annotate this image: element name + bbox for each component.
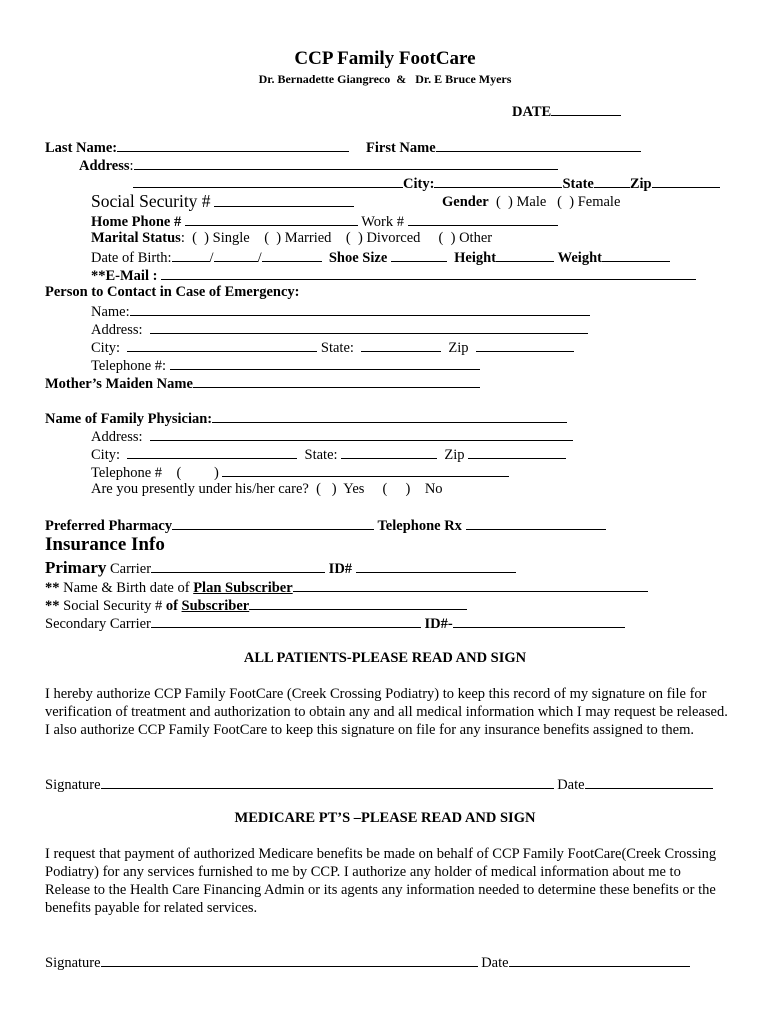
physician-telephone-label: Telephone # ( ) [91,465,219,481]
secondary-carrier-field[interactable] [151,613,421,628]
gender-male-option[interactable]: ( ) Male [495,194,547,210]
height-label: Height [454,250,497,266]
physician-address-field[interactable] [150,426,573,441]
date-row [512,101,621,121]
height-field[interactable] [496,247,554,262]
medicare-text: I request that payment of authorized Medicare benefits be made on behalf of CCP Family FootCare(Creek Crossing Podiatry) for any services furnished to me by CCP. I authorize any holder of medical information about me to Release to the Health Care Financing Admin or its agents any information needed to determine these benefits or the benefits payable for related services. [45,846,717,916]
maiden-name-row [45,373,480,393]
home-phone-field[interactable] [185,211,358,226]
plan-subscriber-label: Plan Subscriber [193,580,293,596]
shoe-size-label: Shoe Size [328,250,388,266]
emergency-state-label: State: [320,340,354,356]
city-label: City [403,176,430,192]
physician-address-row [91,426,573,446]
signature-row-1 [45,774,713,794]
marital-divorced-option[interactable]: ( ) Divorced [345,230,421,246]
address-field[interactable] [134,155,558,170]
dob-day-field[interactable] [214,247,258,262]
authorization-text: I hereby authorize CCP Family FootCare (Creek Crossing Podiatry) to keep this record of my signature on file for verification of treatment and authorization to obtain any and all medical information which I may request be released. I also authorize CCP Family FootCare to keep this signature on file for any insurance benefits assigned to them. [45,686,728,738]
email-label: **E-Mail : [91,268,158,284]
secondary-carrier-label: Secondary Carrier [45,616,151,632]
marital-row: Marital Status: ( ) Single ( ) Married ( ) Divorced ( ) Other [91,230,493,246]
physician-care-row [91,480,443,498]
primary-carrier-field[interactable] [151,558,325,573]
date-label-2: Date [481,955,509,971]
emergency-name-label: Name: [91,304,130,320]
signature-label-1: Signature [45,777,101,793]
emergency-telephone-field[interactable] [170,355,480,370]
dob-year-field[interactable] [262,247,322,262]
physician-care-question: Are you presently under his/her care? [91,481,309,497]
last-name-label: Last Name: [45,140,118,156]
emergency-city-row [91,337,574,357]
first-name-label: First Name [366,140,436,156]
physician-telephone-field[interactable] [222,462,509,477]
secondary-carrier-row [45,613,625,633]
ssn-label: Social Security # [91,191,211,211]
maiden-name-label: Mother’s Maiden Name [45,376,193,392]
weight-label: Weight [557,250,602,266]
care-no-option[interactable]: ( ) No [382,481,443,497]
marital-other-option[interactable]: ( ) Other [438,230,493,246]
insurance-heading: Insurance Info [45,534,165,555]
date-label-1: Date [557,777,585,793]
address-line2-field[interactable] [133,173,403,188]
home-phone-label: Home Phone # [91,214,182,230]
email-row [91,265,696,285]
date-field-1[interactable] [585,774,713,789]
emergency-address-label: Address: [91,322,143,338]
emergency-state-field[interactable] [361,337,441,352]
gender-row [442,193,620,211]
maiden-name-field[interactable] [193,373,480,388]
form-title: CCP Family FootCare [294,48,476,69]
physician-state-label: State: [304,447,338,463]
emergency-city-field[interactable] [127,337,317,352]
physician-address-label: Address: [91,429,143,445]
emergency-name-row [91,301,590,321]
gender-label: Gender [442,194,489,210]
subscriber-ssn-row [45,595,467,615]
plan-subscriber-field[interactable] [293,577,648,592]
address-row: Address: [79,155,558,175]
emergency-city-label: City: [91,340,121,356]
subscriber-ssn-field[interactable] [249,595,467,610]
zip-field[interactable] [652,173,720,188]
marital-married-option[interactable]: ( ) Married [264,230,332,246]
of-label: of [165,598,178,614]
physician-zip-field[interactable] [468,444,566,459]
emergency-zip-label: Zip [448,340,469,356]
state-field[interactable] [594,173,630,188]
last-name-row [45,137,349,157]
physician-telephone-row [91,462,509,482]
date-field[interactable] [551,101,621,116]
date-label: DATE [512,104,552,120]
dob-month-field[interactable] [172,247,210,262]
doctor-names: Dr. Bernadette Giangreco & Dr. E Bruce Myers [258,72,512,86]
pharmacy-label: Preferred Pharmacy [45,518,173,534]
stars-marker: ** [45,580,60,596]
pharmacy-telephone-label: Telephone Rx [377,518,462,534]
date-field-2[interactable] [509,952,690,967]
phone-row [91,211,558,231]
physician-city-field[interactable] [127,444,297,459]
city-field[interactable] [434,173,562,188]
physician-zip-label: Zip [444,447,465,463]
signature-field-2[interactable] [101,952,478,967]
subscriber-ssn-label: Social Security # [63,598,163,614]
dob-row: Date of Birth: / / Shoe Size Height Weight [91,247,670,267]
emergency-telephone-row [91,355,480,375]
ssn-row [91,192,354,212]
last-name-field[interactable] [117,137,349,152]
secondary-id-field[interactable] [453,613,625,628]
plan-subscriber-row [45,577,648,597]
pharmacy-row [45,515,606,535]
first-name-field[interactable] [436,137,641,152]
work-phone-label: Work # [361,214,404,230]
name-birth-label: Name & Birth date of [63,580,190,596]
physician-city-label: City: [91,447,121,463]
shoe-size-field[interactable] [391,247,447,262]
pharmacy-telephone-field[interactable] [466,515,606,530]
state-label: State [562,176,594,192]
physician-name-field[interactable] [212,408,567,423]
zip-label: Zip [629,176,652,192]
marital-single-option[interactable]: ( ) Single [192,230,250,246]
city-state-zip-row: City: State Zip [133,173,720,193]
care-yes-option[interactable]: ( ) Yes [316,481,365,497]
physician-heading: Name of Family Physician: [45,411,213,427]
emergency-telephone-label: Telephone #: [91,358,167,374]
stars-marker-2: ** [45,598,60,614]
primary-id-label: ID# [328,561,353,577]
carrier-label: Carrier [109,561,152,577]
physician-state-field[interactable] [341,444,437,459]
ssn-field[interactable] [214,192,354,207]
weight-field[interactable] [602,247,670,262]
work-phone-field[interactable] [408,211,558,226]
emergency-address-field[interactable] [150,319,588,334]
emergency-heading: Person to Contact in Case of Emergency: [45,284,300,300]
marital-status-label: Marital Status [91,230,181,246]
email-field[interactable] [161,265,696,280]
signature-field-1[interactable] [101,774,554,789]
physician-name-row [45,408,567,428]
first-name-row [366,137,641,157]
emergency-address-row [91,319,588,339]
secondary-id-label: ID#- [424,616,453,632]
address-label: Address [79,158,130,174]
dob-label: Date of Birth: [91,250,172,266]
medicare-heading: MEDICARE PT’S –PLEASE READ AND SIGN [234,810,536,826]
physician-city-row [91,444,566,464]
signature-row-2 [45,952,690,972]
primary-id-field[interactable] [356,558,516,573]
primary-label: Primary [45,558,107,577]
subscriber-label: Subscriber [181,598,250,614]
primary-carrier-row [45,558,516,578]
emergency-zip-field[interactable] [476,337,574,352]
signature-label-2: Signature [45,955,101,971]
all-patients-heading: ALL PATIENTS-PLEASE READ AND SIGN [243,650,527,666]
gender-female-option[interactable]: ( ) Female [557,194,621,210]
emergency-name-field[interactable] [130,301,590,316]
pharmacy-field[interactable] [172,515,374,530]
